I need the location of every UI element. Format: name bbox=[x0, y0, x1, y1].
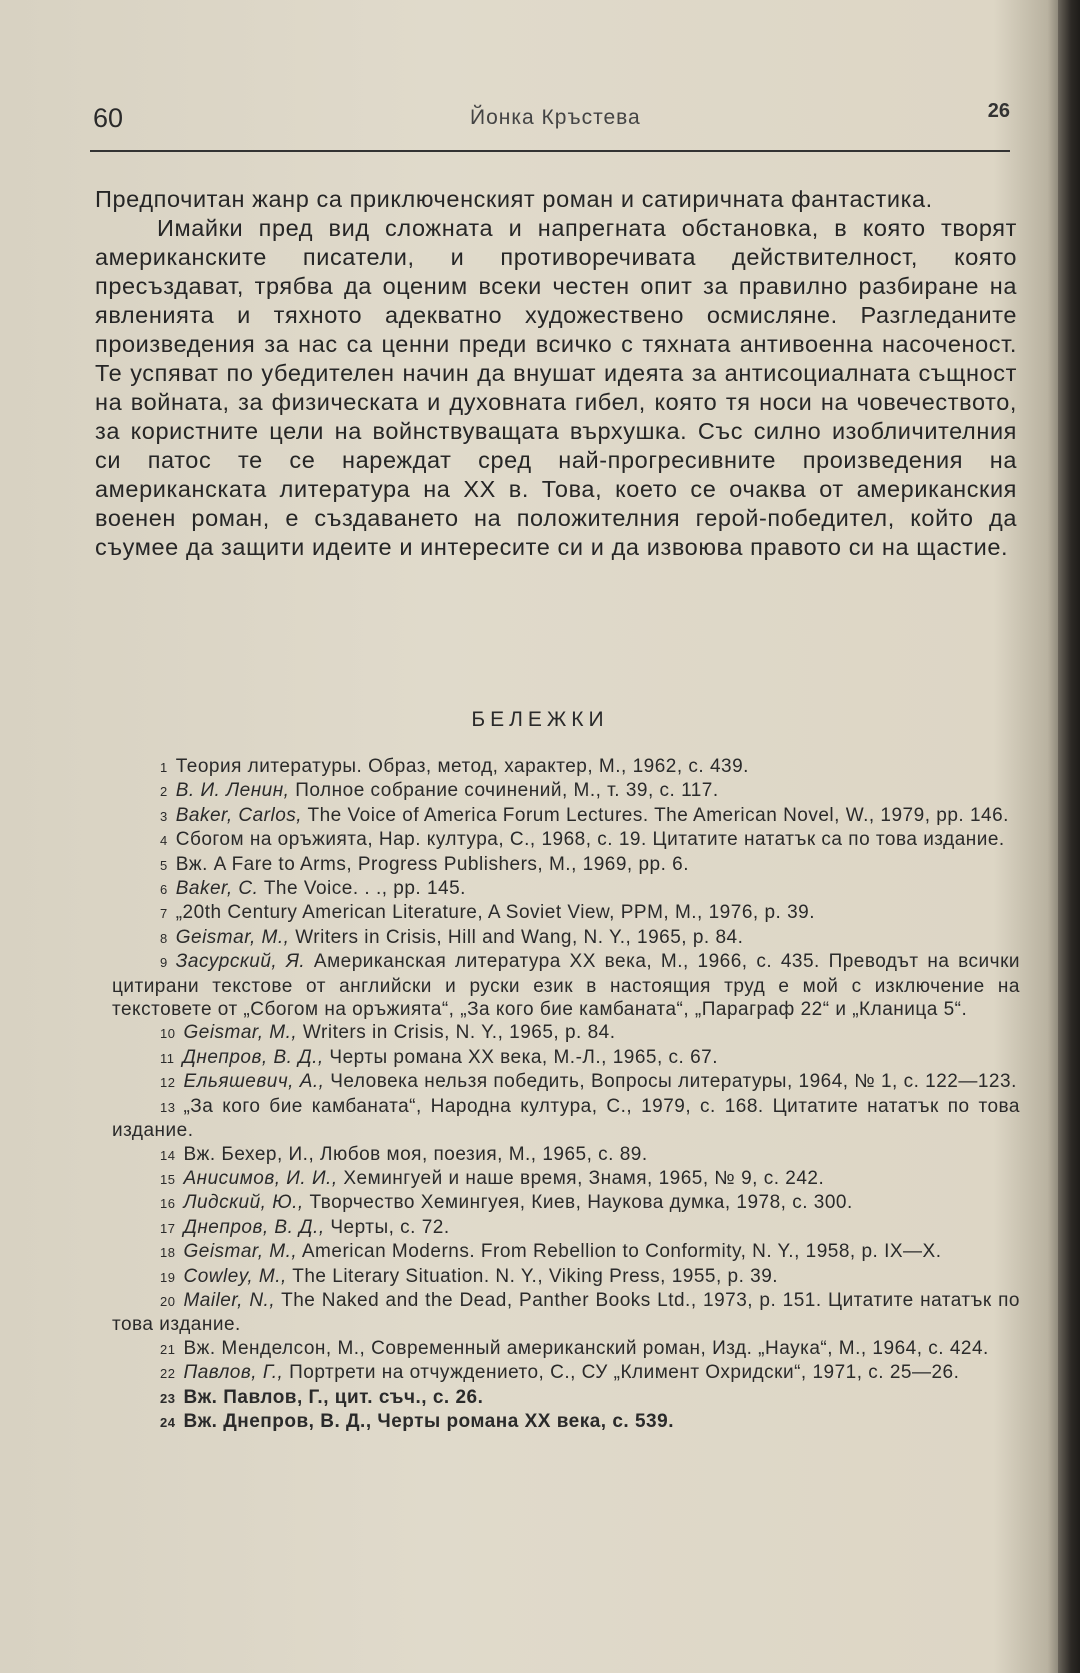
note-number: 1 bbox=[160, 760, 168, 775]
note-text: Американская литература XX века, М., 1966, с. 435. Преводът на всички цитирани текстове от английски и руски език в настоящия труд е мой с изключение на текстовете от „Сбогом на оръжията“, „За кого бие камбаната“, „Параграф 22“ и „Кланица 5“. bbox=[112, 951, 1020, 1021]
note-text: Вж. Днепров, В. Д., Черты романа XX века, с. 539. bbox=[183, 1410, 674, 1432]
note-author: Лидский, Ю., bbox=[183, 1192, 304, 1214]
note-item bbox=[112, 1095, 1020, 1143]
note-text: Творчество Хемингуея, Киев, Наукова думка, 1978, с. 300. bbox=[303, 1192, 853, 1214]
note-text: „20th Century American Literature, A Soviet View, PPM, M., 1976, p. 39. bbox=[175, 902, 815, 924]
note-number: 17 bbox=[160, 1220, 176, 1236]
note-item bbox=[112, 1337, 1020, 1361]
note-item bbox=[112, 755, 1020, 779]
note-author: В. И. Ленин, bbox=[175, 780, 290, 802]
note-item bbox=[112, 1240, 1020, 1264]
note-text: The Literary Situation. N. Y., Viking Press, 1955, p. 39. bbox=[286, 1265, 779, 1287]
note-number: 7 bbox=[160, 906, 168, 922]
note-number: 18 bbox=[160, 1245, 176, 1261]
note-author: Baker, C. bbox=[175, 878, 259, 900]
note-author: Geismar, M., bbox=[175, 926, 290, 948]
paragraph: Предпочитан жанр са приключенският роман и сатиричната фантастика. bbox=[95, 186, 933, 212]
note-text: Writers in Crisis, Hill and Wang, N. Y., 1965, p. 84. bbox=[289, 926, 744, 948]
note-item bbox=[112, 1361, 1020, 1385]
note-number: 5 bbox=[160, 857, 168, 873]
paragraph: Имайки пред вид сложната и напрегната обстановка, в която творят американските писатели, и противоречивата действителност, която пресъздават, трябва да оценим всеки честен опит за правилно разбиране на явленията и тяхното адекватно художествено осмисляне. Разгледаните произведения за нас са ценни преди всичко с тяхната антивоенна насоченост. Те успяват по убедителен начин да внушат идеята за антисоциалната същност на войната, за физическата и духовната гибел, която тя носи на човечеството, за користните цели на войнствуващата върхушка. Със силно изобличителния си патос те се нареждат сред най-прогресивните произведения на американската литература на XX в. Това, което се очаква от американския военен роман, е създаването на положителния герой-победител, който да съумее да защити идеите и интересите си и да извоюва правото си на щастие. bbox=[95, 215, 1017, 560]
note-item bbox=[112, 828, 1020, 852]
note-number: 22 bbox=[160, 1366, 176, 1382]
note-text: „За кого бие камбаната“, Народна култура, С., 1979, с. 168. Цитатите нататък по това издание. bbox=[112, 1095, 1020, 1142]
note-item bbox=[112, 1289, 1020, 1337]
note-author: Geismar, M., bbox=[183, 1022, 298, 1044]
note-number: 14 bbox=[160, 1147, 176, 1163]
note-text: Человека нельзя победить, Вопросы литературы, 1964, № 1, с. 122—123. bbox=[324, 1071, 1017, 1093]
signature-number: 26 bbox=[987, 100, 1010, 122]
note-item bbox=[112, 804, 1020, 828]
note-item bbox=[112, 1021, 1020, 1045]
note-text: Вж. Бехер, И., Любов моя, поезия, М., 1965, с. 89. bbox=[183, 1143, 648, 1165]
note-item bbox=[112, 1167, 1020, 1191]
note-item bbox=[112, 877, 1020, 901]
note-author: Павлов, Г., bbox=[183, 1362, 284, 1384]
note-item bbox=[112, 1216, 1020, 1240]
note-text: Writers in Crisis, N. Y., 1965, p. 84. bbox=[297, 1022, 616, 1044]
note-number: 12 bbox=[160, 1075, 176, 1091]
note-number: 6 bbox=[160, 882, 168, 898]
note-number: 23 bbox=[160, 1390, 176, 1406]
note-text: Вж. Павлов, Г., цит. съч., с. 26. bbox=[183, 1386, 484, 1408]
running-header bbox=[90, 100, 1010, 140]
note-text: Сбогом на оръжията, Нар. култура, С., 1968, с. 19. Цитатите нататък са по това издание. bbox=[175, 829, 1005, 851]
note-item bbox=[112, 1143, 1020, 1167]
note-number: 16 bbox=[160, 1196, 176, 1212]
notes-list bbox=[112, 755, 1020, 1434]
main-text bbox=[95, 185, 1017, 562]
note-item bbox=[112, 1070, 1020, 1094]
note-author: Geismar, M., bbox=[183, 1241, 298, 1263]
page-edge bbox=[1058, 0, 1080, 1673]
note-text: Вж. A Fare to Arms, Progress Publishers, M., 1969, pp. 6. bbox=[175, 853, 689, 875]
header-rule bbox=[90, 150, 1010, 152]
note-number: 8 bbox=[160, 930, 168, 946]
note-number: 11 bbox=[160, 1050, 175, 1066]
note-text: Черты, с. 72. bbox=[324, 1216, 450, 1238]
note-author: Днепров, В. Д., bbox=[182, 1046, 324, 1068]
note-number: 19 bbox=[160, 1269, 176, 1285]
note-text: Хемингуей и наше время, Знамя, 1965, № 9, с. 242. bbox=[337, 1167, 825, 1189]
note-number: 21 bbox=[160, 1341, 176, 1357]
note-text: The Voice of America Forum Lectures. The American Novel, W., 1979, pp. 146. bbox=[302, 804, 1009, 826]
note-number: 15 bbox=[160, 1171, 176, 1187]
note-number: 4 bbox=[160, 833, 168, 849]
note-text: American Moderns. From Rebellion to Conformity, N. Y., 1958, p. IX—X. bbox=[297, 1241, 942, 1263]
note-text: Теория литературы. Образ, метод, характер, М., 1962, с. 439. bbox=[175, 756, 749, 777]
note-author: Ельяшевич, А., bbox=[183, 1071, 325, 1093]
note-number: 9 bbox=[160, 955, 168, 971]
note-number: 20 bbox=[160, 1293, 176, 1309]
notes-heading: БЕЛЕЖКИ bbox=[471, 708, 609, 731]
note-text: Портрети на отчуждението, С., СУ „Климент Охридски“, 1971, с. 25—26. bbox=[283, 1362, 960, 1384]
note-number: 3 bbox=[160, 808, 168, 824]
note-text: Полное собрание сочинений, М., т. 39, с. 117. bbox=[289, 780, 719, 802]
note-author: Анисимов, И. И., bbox=[183, 1167, 338, 1189]
note-item bbox=[112, 853, 1020, 877]
note-author: Днепров, В. Д., bbox=[183, 1216, 325, 1238]
note-number: 10 bbox=[160, 1026, 176, 1042]
note-item bbox=[112, 926, 1020, 950]
page-number: 60 bbox=[93, 103, 124, 133]
note-item bbox=[112, 1046, 1020, 1070]
note-author: Засурский, Я. bbox=[175, 951, 306, 973]
note-text: Черты романа XX века, М.-Л., 1965, с. 67. bbox=[323, 1046, 718, 1068]
note-text: Вж. Менделсон, М., Современный американский роман, Изд. „Наука“, М., 1964, с. 424. bbox=[183, 1337, 989, 1359]
note-author: Cowley, M., bbox=[183, 1265, 287, 1287]
note-text: The Voice. . ., pp. 145. bbox=[258, 878, 466, 900]
note-text: The Naked and the Dead, Panther Books Ltd., 1973, p. 151. Цитатите нататък по това издание. bbox=[112, 1289, 1020, 1336]
note-item bbox=[112, 1386, 1020, 1410]
note-item bbox=[112, 1410, 1020, 1434]
note-number: 24 bbox=[160, 1414, 176, 1430]
note-author: Baker, Carlos, bbox=[175, 804, 303, 826]
note-item bbox=[112, 1265, 1020, 1289]
note-item bbox=[112, 901, 1020, 925]
running-title: Йонка Кръстева bbox=[470, 106, 641, 129]
note-item bbox=[112, 1191, 1020, 1215]
note-number: 13 bbox=[160, 1099, 176, 1115]
note-author: Mailer, N., bbox=[183, 1289, 276, 1311]
note-item bbox=[112, 950, 1020, 1021]
note-item bbox=[112, 779, 1020, 803]
note-number: 2 bbox=[160, 784, 168, 800]
